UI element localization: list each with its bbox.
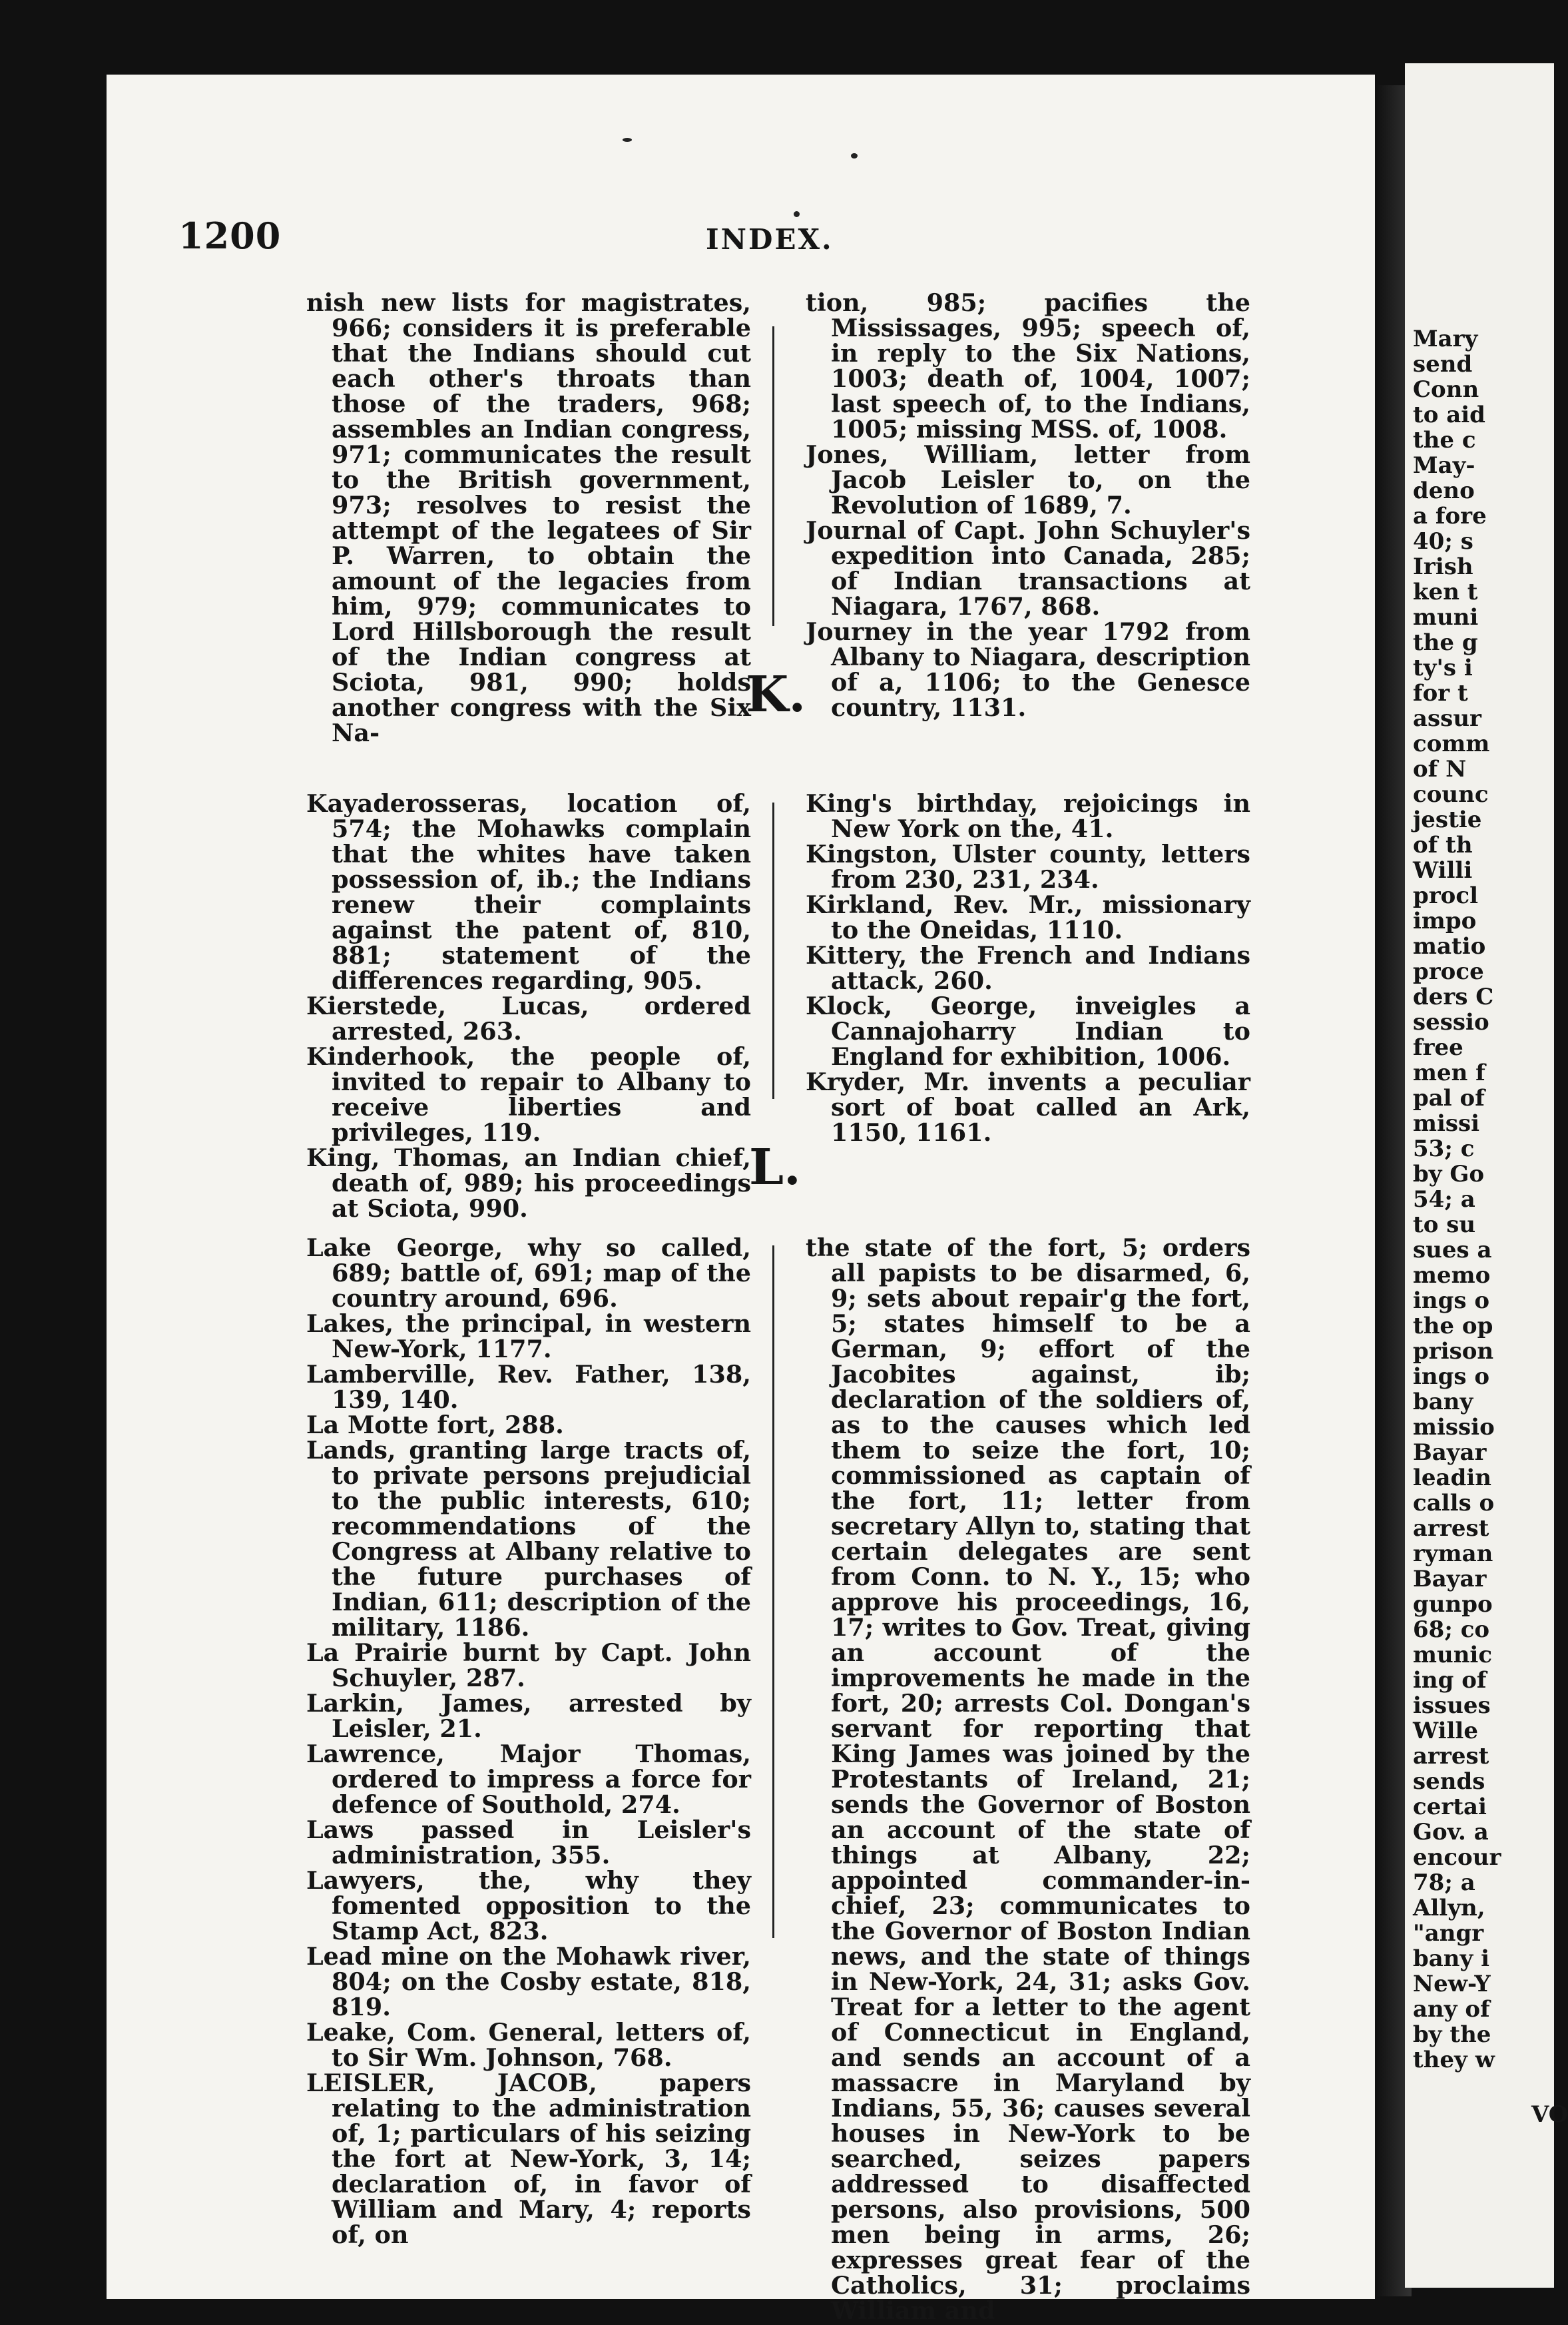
facing-page-line: matio xyxy=(1413,933,1486,960)
index-entry-text: LEISLER, JACOB, papers relating to the administration of, 1; particulars of his seizing the fort at New-York, 3, 14; declaration of, in favor of William and Mary, 4; reports of, on xyxy=(306,2069,751,2249)
index-entry xyxy=(806,842,1250,892)
facing-page-line: comm xyxy=(1413,731,1490,757)
column-top-left xyxy=(306,290,751,746)
facing-page-line: 53; c xyxy=(1413,1136,1475,1162)
facing-page-text xyxy=(1413,326,1501,2073)
index-entry-text: tion, 985; pacifies the Mississages, 995; speech of, in reply to the Six Nations, 1003; death of, 1004, 1007; last speech of, to the Indians, 1005; missing MSS. of, 1008. xyxy=(806,288,1250,444)
facing-page-line: 40; s xyxy=(1413,528,1473,555)
index-entry-text: King's birthday, rejoicings in New York on the, 41. xyxy=(806,789,1250,843)
facing-page-line: 68; co xyxy=(1413,1616,1490,1643)
column-divider xyxy=(772,803,774,1099)
facing-page-line: sues a xyxy=(1413,1237,1492,1263)
column-divider xyxy=(772,1245,774,1938)
running-title: INDEX. xyxy=(706,223,834,256)
index-entry xyxy=(806,619,1250,721)
index-entry xyxy=(306,1818,751,1868)
index-entry xyxy=(806,943,1250,994)
index-entry-text: Journal of Capt. John Schuyler's expedition into Canada, 285; of Indian transactions at Niagara, 1767, 868. xyxy=(806,516,1250,621)
column-l-right xyxy=(806,1235,1250,2324)
facing-page-line: Wille xyxy=(1413,1718,1478,1744)
index-entry-text: Lakes, the principal, in western New-York, 1177. xyxy=(306,1309,751,1363)
index-entry xyxy=(306,1362,751,1413)
facing-page-line: memo xyxy=(1413,1262,1491,1289)
index-entry-text: Laws passed in Leisler's administration, 355. xyxy=(306,1816,751,1869)
index-entry-text: the state of the fort, 5; orders all papists to be disarmed, 6, 9; sets about repair'g the fort, 5; states himself to be a German, 9; effort of the Jacobites against, ib; declaration of the soldiers of, as to the causes which led them to seize the fort, 10; commissioned as captain of the fort, 11; letter from secretary Allyn to, stating that certain delegates are sent from Conn. to N. Y., 15; who approve his proceedings, 16, 17; writes to Gov. Treat, giving an account of the improvements he made in the fort, 20; arrests Col. Dongan's servant for reporting that King James was joined by the Protestants of Ireland, 21; sends the Governor of Boston an account of the state of things at Albany, 22; appointed commander-in-chief, 23; communicates to the Governor of Boston Indian news, and the state of things in New-York, 24, 31; asks Gov. Treat for a letter to the agent of Connecticut in England, and sends an account of a massacre in Maryland by Indians, 55, 36; causes several houses in New-York to be searched, seizes papers addressed to disaffected persons, also provisions, 500 men being in arms, 26; expresses great fear of the Catholics, 31; proclaims William and xyxy=(806,1233,1250,2325)
facing-page-line: the g xyxy=(1413,629,1478,656)
facing-page-line: missio xyxy=(1413,1414,1495,1441)
facing-page-line: by Go xyxy=(1413,1161,1485,1187)
column-l-left xyxy=(306,1235,751,2248)
facing-page-line: New-Y xyxy=(1413,1971,1491,1997)
column-divider xyxy=(772,326,774,626)
facing-page-line: issues xyxy=(1413,1692,1491,1719)
facing-page-line: Bayar xyxy=(1413,1439,1487,1466)
index-entry xyxy=(306,2020,751,2071)
index-entry-text: Kierstede, Lucas, ordered arrested, 263. xyxy=(306,992,751,1046)
facing-page-line: ryman xyxy=(1413,1540,1493,1567)
index-entry xyxy=(806,791,1250,842)
facing-page-line: ings o xyxy=(1413,1363,1490,1390)
index-entry xyxy=(306,791,751,994)
facing-page-line: proce xyxy=(1413,958,1484,985)
facing-page-line: assur xyxy=(1413,705,1481,732)
column-k-right xyxy=(806,791,1250,1146)
index-entry-text: Klock, George, inveigles a Cannajoharry Indian to England for exhibition, 1006. xyxy=(806,992,1250,1071)
index-entry-text: Kirkland, Rev. Mr., missionary to the Oneidas, 1110. xyxy=(806,890,1250,944)
facing-page-line: 78; a xyxy=(1413,1869,1475,1896)
facing-page-line: free xyxy=(1413,1034,1463,1061)
facing-page-line: pal of xyxy=(1413,1085,1485,1112)
ink-speck xyxy=(623,138,632,142)
facing-page-line: deno xyxy=(1413,478,1475,504)
index-entry-text: King, Thomas, an Indian chief, death of, 989; his proceedings at Sciota, 990. xyxy=(306,1144,751,1223)
index-entry xyxy=(806,518,1250,619)
facing-page-line: by the xyxy=(1413,2021,1491,2048)
facing-page-line: they w xyxy=(1413,2047,1495,2073)
facing-page-line: "angr xyxy=(1413,1920,1484,1947)
index-entry xyxy=(306,1438,751,1640)
index-entry xyxy=(306,1413,751,1438)
facing-page-line: sends xyxy=(1413,1768,1485,1795)
column-top-right xyxy=(806,290,1250,721)
facing-page-line: May- xyxy=(1413,452,1475,479)
facing-page-line: prison xyxy=(1413,1338,1494,1365)
facing-page-line: Irish xyxy=(1413,553,1473,580)
facing-page-line: ders C xyxy=(1413,984,1494,1010)
column-k-left xyxy=(306,791,751,1221)
index-entry xyxy=(806,994,1250,1070)
index-entry-text: Kinderhook, the people of, invited to repair to Albany to receive liberties and privileges, 119. xyxy=(306,1042,751,1147)
facing-page-line: the op xyxy=(1413,1313,1493,1339)
index-entry-text: Kayaderosseras, location of, 574; the Mohawks complain that the whites have taken possession of, ib.; the Indians renew their complaints against the patent of, 810, 881; statement of the differences regarding, 905. xyxy=(306,789,751,995)
ink-speck xyxy=(851,153,858,159)
section-letter-k: K. xyxy=(746,666,806,723)
index-entry-text: Lands, granting large tracts of, to private persons prejudicial to the public interests, 610; recommendations of the Congress at Albany relative to the future purchases of Indian, 611; description of the military, 1186. xyxy=(306,1436,751,1642)
facing-page-line: Bayar xyxy=(1413,1566,1487,1592)
index-entry-text: Lead mine on the Mohawk river, 804; on the Cosby estate, 818, 819. xyxy=(306,1942,751,2021)
facing-page-line: Gov. a xyxy=(1413,1819,1489,1845)
section-letter-l: L. xyxy=(749,1139,801,1196)
index-entry-text: Jones, William, letter from Jacob Leisler to, on the Revolution of 1689, 7. xyxy=(806,440,1250,519)
facing-page-line: arrest xyxy=(1413,1743,1489,1770)
facing-page-line: gunpo xyxy=(1413,1591,1493,1618)
index-entry xyxy=(306,1146,751,1221)
facing-page-line: encour xyxy=(1413,1844,1501,1871)
index-entry-text: Leake, Com. General, letters of, to Sir Wm. Johnson, 768. xyxy=(306,2018,751,2072)
facing-page-line: certai xyxy=(1413,1794,1487,1820)
facing-page-line: bany i xyxy=(1413,1945,1490,1972)
facing-page-line: Mary xyxy=(1413,326,1478,352)
index-entry-text: Lamberville, Rev. Father, 138, 139, 140. xyxy=(306,1360,751,1414)
facing-page-line: counc xyxy=(1413,781,1489,808)
index-entry xyxy=(306,1044,751,1146)
facing-page-line: send xyxy=(1413,351,1473,378)
facing-page-line: munic xyxy=(1413,1642,1493,1668)
index-entry xyxy=(306,1640,751,1691)
facing-page-line: sessio xyxy=(1413,1009,1489,1036)
index-entry xyxy=(306,2071,751,2248)
index-entry-text: La Motte fort, 288. xyxy=(306,1411,564,1439)
facing-page-line: men f xyxy=(1413,1060,1485,1086)
facing-page-line: arrest xyxy=(1413,1515,1489,1542)
index-entry-text: Lake George, why so called, 689; battle of, 691; map of the country around, 696. xyxy=(306,1233,751,1313)
index-entry xyxy=(306,994,751,1044)
facing-page-line: of N xyxy=(1413,756,1467,783)
facing-page-line: ken t xyxy=(1413,579,1478,605)
ink-speck xyxy=(794,211,800,217)
facing-page-line: bany xyxy=(1413,1389,1473,1415)
index-entry xyxy=(306,1944,751,2020)
facing-page-line: ing of xyxy=(1413,1667,1487,1694)
index-entry xyxy=(306,1742,751,1818)
index-entry xyxy=(306,1868,751,1944)
index-entry-text: Journey in the year 1792 from Albany to Niagara, description of a, 1106; to the Genesce country, 1131. xyxy=(806,617,1250,722)
index-entry-text: Lawrence, Major Thomas, ordered to impress a force for defence of Southold, 274. xyxy=(306,1740,751,1819)
facing-page-line: a fore xyxy=(1413,503,1487,529)
index-entry-text: nish new lists for magistrates, 966; considers it is preferable that the Indians should cut each other's throats than those of the traders, 968; assembles an Indian congress, 971; communicates the result to the British government, 973; resolves to resist the attempt of the legatees of Sir P. Warren, to obtain the amount of the legacies from him, 979; communicates to Lord Hillsborough the result of the Indian congress at Sciota, 981, 990; holds another congress with the Six Na- xyxy=(306,288,751,747)
index-entry xyxy=(806,290,1250,442)
facing-page-line: of th xyxy=(1413,832,1473,858)
facing-page-line: jestie xyxy=(1413,807,1482,833)
index-entry xyxy=(806,442,1250,518)
index-entry-text: Kingston, Ulster county, letters from 230, 231, 234. xyxy=(806,840,1250,894)
page-number: 1200 xyxy=(178,214,282,257)
facing-page-line: Allyn, xyxy=(1413,1895,1485,1921)
index-entry-text: Larkin, James, arrested by Leisler, 21. xyxy=(306,1689,751,1743)
facing-page-line: ty's i xyxy=(1413,655,1473,681)
facing-page-line: muni xyxy=(1413,604,1479,631)
facing-page-fragment xyxy=(1405,63,1568,2288)
index-entry xyxy=(306,290,751,746)
index-entry xyxy=(806,1070,1250,1146)
index-entry-text: Kryder, Mr. invents a peculiar sort of boat called an Ark, 1150, 1161. xyxy=(806,1068,1250,1147)
facing-page-line: for t xyxy=(1413,680,1468,707)
index-entry xyxy=(306,1235,751,1311)
facing-page-line: 54; a xyxy=(1413,1186,1475,1213)
facing-page-line: the c xyxy=(1413,427,1476,454)
index-entry xyxy=(306,1311,751,1362)
facing-page-line: Willi xyxy=(1413,857,1473,884)
index-entry xyxy=(806,1235,1250,2324)
index-entry xyxy=(806,892,1250,943)
facing-page-line: to aid xyxy=(1413,402,1485,428)
index-entry-text: Kittery, the French and Indians attack, 260. xyxy=(806,941,1250,995)
facing-page-line: any of xyxy=(1413,1996,1490,2023)
index-entry-text: Lawyers, the, why they fomented opposition to the Stamp Act, 823. xyxy=(306,1866,751,1945)
facing-page-footer: VO xyxy=(1531,2101,1568,2128)
facing-page-line: Conn xyxy=(1413,376,1479,403)
facing-page-line: calls o xyxy=(1413,1490,1495,1516)
facing-page-line: procl xyxy=(1413,882,1478,909)
index-entry xyxy=(306,1691,751,1742)
facing-page-line: ings o xyxy=(1413,1287,1490,1314)
facing-page-line: to su xyxy=(1413,1211,1476,1238)
facing-page-line: missi xyxy=(1413,1110,1480,1137)
facing-page-line: leadin xyxy=(1413,1465,1491,1491)
index-entry-text: La Prairie burnt by Capt. John Schuyler, 287. xyxy=(306,1638,751,1692)
facing-page-line: impo xyxy=(1413,908,1477,934)
